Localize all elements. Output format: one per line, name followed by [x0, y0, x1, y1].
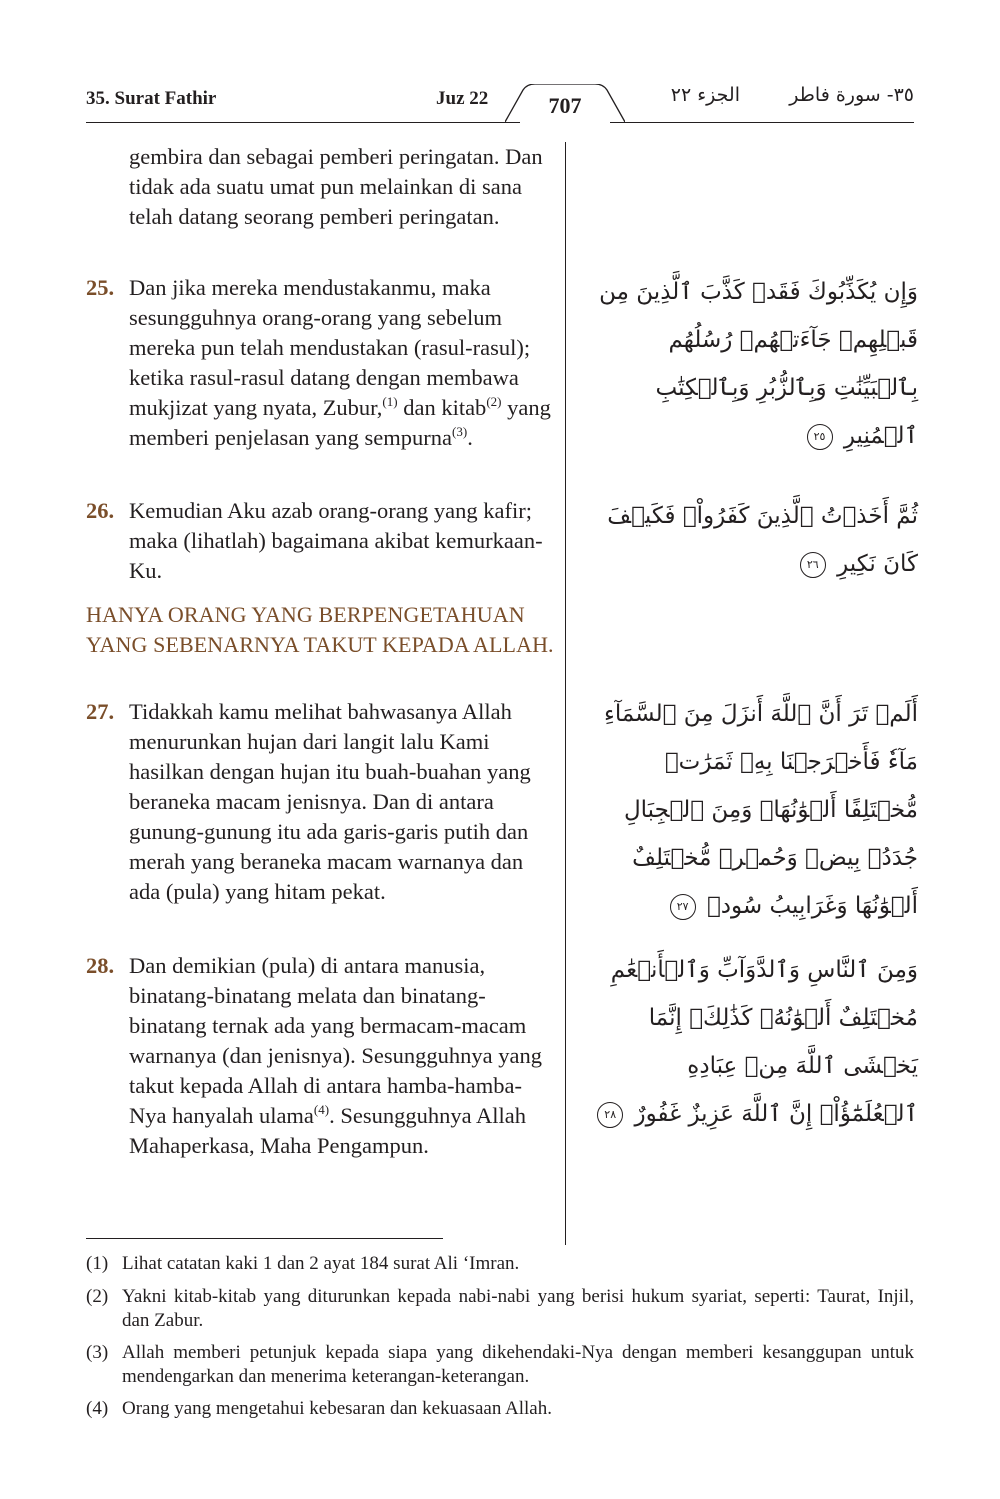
surah-title-latin: 35. Surat Fathir — [86, 88, 217, 109]
footnote-2 — [86, 1285, 914, 1333]
arabic-text: وَإِن يُكَذِّبُوكَ فَقَدۡ كَذَّبَ ٱلَّذِينَ مِن قَبۡلِهِمۡ جَآءَتۡهُمۡ رُسُلُهُم بِٱلۡبَيِّنَٰتِ وَبِٱلزُّبُرِ وَبِٱلۡكِتَٰبِ ٱلۡمُنِيرِ — [599, 279, 918, 449]
verse-28-arabic — [592, 946, 918, 1138]
verse-26-translation — [86, 496, 556, 586]
page-number: 707 — [548, 93, 582, 118]
ayah-end-marker: ٢٥ — [807, 424, 833, 450]
verse-number: 28. — [86, 953, 115, 978]
footnote-number: (2) — [86, 1286, 109, 1307]
arabic-text: أَلَمۡ تَرَ أَنَّ ٱللَّهَ أَنزَلَ مِنَ ٱلسَّمَآءِ مَآءٗ فَأَخۡرَجۡنَا بِهِۦ ثَمَرَٰتٖ مُّخۡتَلِفًا أَلۡوَٰنُهَاۚ وَمِنَ ٱلۡجِبَالِ جُدَدُۢ بِيضٞ وَحُمۡرٞ مُّخۡتَلِفٌ أَلۡوَٰنُهَا وَغَرَابِيبُ سُودٞ — [604, 701, 918, 919]
header-rule-left — [86, 122, 520, 123]
juz-label-latin: Juz 22 — [436, 88, 489, 109]
verse-28-translation — [86, 951, 556, 1161]
footnote-ref[interactable]: (4) — [313, 1102, 330, 1117]
continuation-paragraph — [86, 142, 556, 232]
verse-number: 25. — [86, 275, 115, 300]
footnote-text: Yakni kitab-kitab yang diturunkan kepada nabi-nabi yang berisi hukum syariat, seperti: Taurat, Injil, dan Zabur. — [122, 1286, 914, 1331]
verse-27-translation — [86, 697, 556, 907]
verse-text: Dan jika mereka mendustakanmu, maka sesungguhnya orang-orang yang sebelum mereka pun telah mendustakan (rasul-rasul); ketika rasul-rasul datang dengan membawa mukjizat yang nyata, Zubur,$^{(1)}$ dan kitab$^{(2)}$ yang memberi penjelasan yang sempurna$^{(3)}$. — [129, 275, 551, 450]
continuation-text: gembira dan sebagai pemberi peringatan. Dan tidak ada suatu umat pun melainkan di sana telah datang seorang pemberi peringatan. — [129, 144, 543, 229]
ayah-end-marker: ٢٧ — [670, 894, 696, 920]
verse-27-arabic — [592, 690, 918, 930]
verse-25-translation — [86, 273, 556, 453]
verse-text: Kemudian Aku azab orang-orang yang kafir; maka (lihatlah) bagaimana akibat kemurkaan-Ku. — [129, 498, 543, 583]
ayah-end-marker: ٢٨ — [597, 1102, 623, 1128]
column-divider — [565, 142, 566, 1245]
verse-25-arabic — [592, 268, 918, 460]
footnote-ref[interactable]: (2) — [486, 394, 502, 409]
footnote-ref[interactable]: (3) — [452, 424, 468, 439]
footnote-3 — [86, 1341, 914, 1389]
verse-26-arabic — [592, 492, 918, 588]
footnote-number: (4) — [86, 1398, 109, 1419]
footnote-text: Allah memberi petunjuk kepada siapa yang dikehendaki-Nya dengan memberi kesanggupan untuk mendengarkan dan menerima keterangan-keterangan. — [122, 1342, 914, 1387]
surah-title-arabic: ٣٥- سورة فاطر — [789, 84, 914, 106]
verse-text: Dan demikian (pula) di antara manusia, binatang-binatang melata dan binatang-binatang ternak ada yang bermacam-macam warnanya (dan jenisnya). Sesungguhnya yang takut kepada Allah di antara hamba-hamba-Nya hanyalah ulama$^{(4)}$. Sesungguhnya Allah Mahaperkasa, Maha Pengampun. — [129, 953, 543, 1158]
verse-number: 26. — [86, 498, 115, 523]
footnote-ref[interactable]: (1) — [382, 394, 398, 409]
header-rule-right — [610, 122, 914, 123]
verse-number: 27. — [86, 699, 115, 724]
juz-label-arabic: الجزء ٢٢ — [670, 84, 740, 106]
verse-text: Tidakkah kamu melihat bahwasanya Allah menurunkan hujan dari langit lalu Kami hasilkan dengan hujan itu buah-buahan yang beraneka macam jenisnya. Dan di antara gunung-gunung itu ada garis-garis putih dan merah yang beraneka macam warnanya dan ada (pula) yang hitam pekat. — [129, 699, 531, 904]
ayah-end-marker: ٢٦ — [800, 552, 826, 578]
footnote-number: (3) — [86, 1342, 109, 1363]
footnote-4 — [86, 1397, 914, 1421]
footnote-text: Lihat catatan kaki 1 dan 2 ayat 184 surat Ali ‘Imran. — [122, 1253, 520, 1274]
footnote-text: Orang yang mengetahui kebesaran dan kekuasaan Allah. — [122, 1398, 552, 1419]
arabic-text: ثُمَّ أَخَذۡتُ ٱلَّذِينَ كَفَرُواْۖ فَكَيۡفَ كَانَ نَكِيرِ — [607, 503, 918, 577]
footnote-number: (1) — [86, 1253, 109, 1274]
section-heading: HANYA ORANG YANG BERPENGETAHUAN YANG SEBENARNYA TAKUT KEPADA ALLAH. — [86, 602, 554, 657]
footnote-1 — [86, 1252, 914, 1276]
arabic-text: وَمِنَ ٱلنَّاسِ وَٱلدَّوَآبِّ وَٱلۡأَنۡعَٰمِ مُخۡتَلِفٌ أَلۡوَٰنُهُۥ كَذَٰلِكَۗ إِنَّمَا يَخۡشَى ٱللَّهَ مِنۡ عِبَادِهِ ٱلۡعُلَمَٰٓؤُاْۗ إِنَّ ٱللَّهَ عَزِيزٌ غَفُورٌ — [610, 957, 918, 1127]
footnote-rule — [86, 1238, 443, 1239]
